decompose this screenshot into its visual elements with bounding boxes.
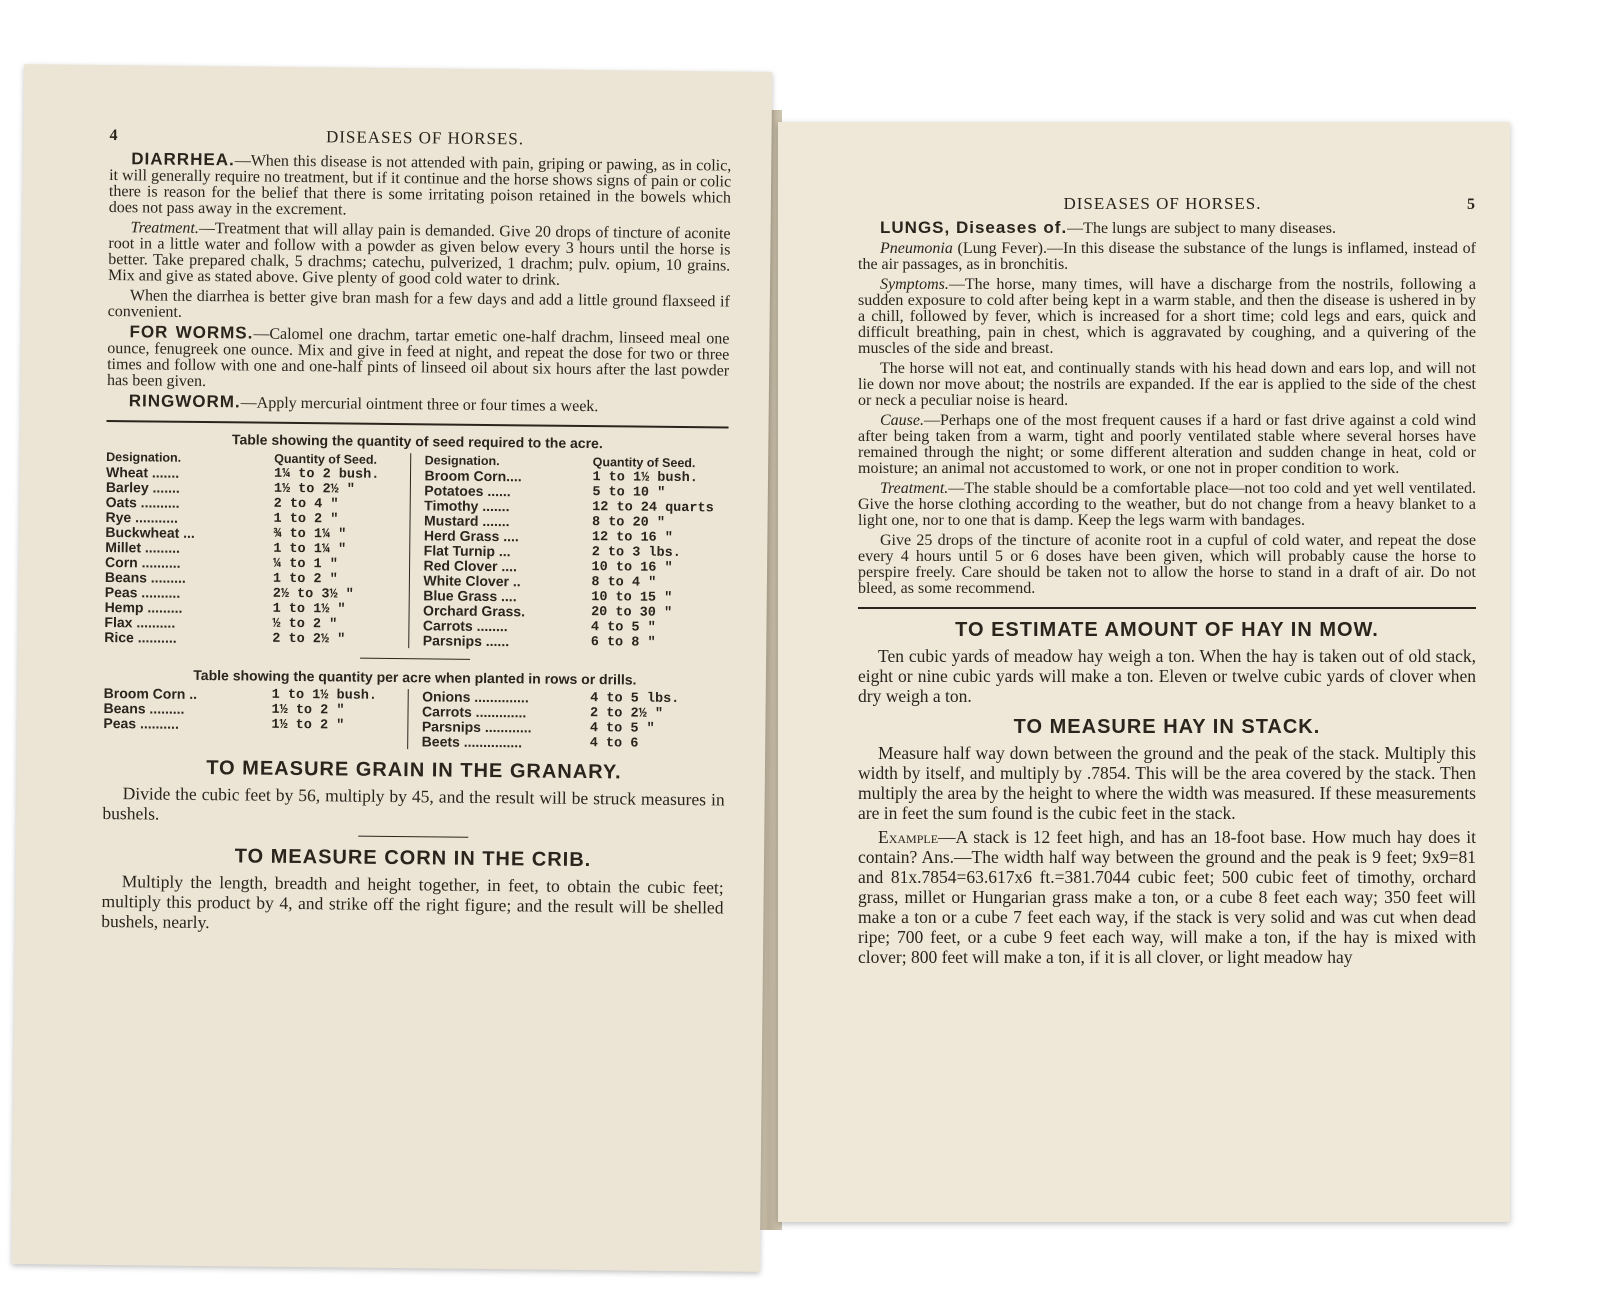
rows-table-caption: Table showing the quantity per acre when planted in rows or drills.: [193, 666, 637, 688]
ringworm-text: —Apply mercurial ointment three or four times a week.: [240, 394, 599, 416]
row-designation: Flax ..........: [104, 613, 176, 631]
row-designation: Potatoes ......: [424, 482, 511, 500]
row-quantity: 1 to 2 ": [272, 571, 338, 588]
row-designation: Peas ..........: [103, 714, 179, 732]
hay-mow-text: Ten cubic yards of meadow hay weigh a ton. When the hay is taken out of old stack, eight or nine cubic yards will make a ton. Eleven or twelve cubic yards of clover when dry weigh a ton.: [858, 646, 1476, 706]
left-page: [12, 64, 773, 1272]
lungs-section: [858, 220, 1476, 597]
table-row: [104, 630, 402, 648]
row-designation: Blue Grass ....: [423, 587, 517, 605]
row-designation: Rye ...........: [105, 508, 179, 526]
row-quantity: 2 to 2½ ": [589, 706, 664, 722]
diarrhea-heading: DIARRHEA.: [131, 149, 235, 170]
row-designation: Buckwheat ...: [105, 523, 195, 541]
row-designation: Wheat .......: [105, 463, 180, 481]
rows-table: [103, 686, 726, 753]
row-designation: Beans .........: [104, 568, 186, 586]
row-designation: Broom Corn....: [424, 467, 522, 485]
row-quantity: 1 to 1½ bush.: [592, 470, 698, 487]
running-title: DISEASES OF HORSES.: [325, 127, 525, 149]
row-quantity: ¼ to 1 ": [273, 556, 338, 573]
rows-table-right-column: [407, 689, 726, 752]
grain-section: [102, 756, 725, 830]
pneumonia-text: (Lung Fever).—In this disease the substance of the lungs is inflamed, instead of the air passages, as in bronchitis.: [858, 240, 1476, 273]
corn-text: Multiply the length, breadth and height together, in feet, to obtain the cubic feet; multiply this product by 4, and strike off the right figure; and the result will be shelled bushels, nearly.: [101, 871, 724, 933]
short-divider: [358, 836, 468, 838]
row-designation: Carrots .............: [421, 703, 527, 721]
row-quantity: 20 to 30 ": [591, 605, 673, 621]
page-number: 5: [1467, 196, 1476, 213]
treatment-label: Treatment.: [880, 480, 949, 497]
row-quantity: 8 to 20 ": [591, 515, 666, 531]
pneumonia-label: Pneumonia: [880, 240, 953, 257]
row-designation: Mustard .......: [423, 512, 510, 530]
table-row: [423, 633, 721, 651]
diarrhea-after-text: When the diarrhea is better give bran mash for a few days and add a little ground flaxseed if convenient.: [107, 287, 730, 321]
row-designation: Millet .........: [105, 538, 181, 556]
row-designation: Barley .......: [105, 478, 180, 496]
table-row: [422, 734, 720, 752]
short-divider: [360, 658, 470, 660]
row-designation: Carrots ........: [422, 617, 508, 635]
row-quantity: 4 to 6: [589, 736, 639, 752]
row-quantity: 4 to 5 ": [590, 620, 656, 636]
symptoms-text: —The horse, many times, will have a discharge from the nostrils, following a sudden exposure to cold after being kept in a warm stable, and then the disease is ushered in by a chill, followed by fever, which is increased for a short time; cold legs and ears, quick and difficult breathing, pain in chest, which is aggravated by coughing, and a quivering of the muscles of the side and breast.: [858, 276, 1476, 357]
treatment-text: —The stable should be a comfortable place—not too cold and yet well ventilated. Give the horse clothing according to the weather, but do not change from a heavy blanket to a light one, nor to one that is damp. Keep the legs warm with bandages.: [858, 480, 1476, 529]
row-quantity: 4 to 5 ": [589, 721, 655, 737]
row-designation: Herd Grass ....: [423, 527, 519, 545]
row-designation: Parsnips ............: [421, 718, 532, 736]
lungs-text: —The lungs are subject to many diseases.: [1067, 220, 1336, 237]
page-header: [858, 194, 1476, 214]
seed-table-right-column: [408, 453, 729, 651]
row-quantity: 1½ to 2½ ": [273, 481, 355, 498]
row-designation: Red Clover ....: [423, 557, 518, 575]
row-quantity: 8 to 4 ": [591, 575, 657, 591]
row-quantity: 10 to 15 ": [591, 590, 673, 606]
hay-stack-text: Measure half way down between the ground and the peak of the stack. Multiply this width by itself, and multiply by .7854. This will be the area covered by the stack. Then multiply the area by the height to where the width was measured. If these measurements are in feet the sum found is the cubic feet in the stack.: [858, 743, 1476, 823]
row-quantity: 10 to 16 ": [591, 560, 673, 576]
row-quantity: 2½ to 3½ ": [272, 586, 354, 603]
row-quantity: 2 to 4 ": [273, 496, 339, 513]
ringworm-heading: RINGWORM.: [128, 391, 241, 412]
row-designation: Timothy .......: [424, 497, 510, 515]
divider: [858, 607, 1476, 609]
right-page: [778, 122, 1510, 1222]
row-designation: Orchard Grass.: [423, 602, 526, 620]
row-quantity: 1¼ to 2 bush.: [273, 466, 380, 483]
eat-text: The horse will not eat, and continually stands with his head down and ears lop, and will not lie down nor move about; the nostrils are expanded. If the ear is applied to the side of the chest or neck a peculiar noise is heard.: [858, 360, 1476, 409]
row-quantity: 12 to 16 ": [591, 530, 673, 546]
row-quantity: 12 to 24 quarts: [592, 500, 714, 517]
row-designation: Broom Corn ..: [103, 684, 198, 702]
rows-table-left-column: [103, 686, 407, 749]
row-designation: Peas ..........: [104, 583, 181, 601]
grain-heading: TO MEASURE GRAIN IN THE GRANARY.: [206, 757, 622, 784]
cause-label: Cause.: [880, 412, 924, 429]
hay-mow-section: [858, 619, 1476, 967]
example-text: —A stack is 12 feet high, and has an 18-foot base. How much hay does it contain? Ans.—The width half way between the ground and the peak is 9 feet; 9x9=81 and 81x.7854=63.617x6 ft.=381.7044 cubic feet; 500 cubic feet of timothy, orchard grass, millet or Hungarian grass make a ton, or a cube 8 feet each way; 350 feet will make a ton or a cube 7 feet each way, if the stack is very solid and was cut when dead ripe; 700 feet, or a cube 9 feet each way, will make a ton, if the hay is mixed with clover; 800 feet will make a ton, if it is all clover, or light meadow hay: [858, 827, 1476, 967]
row-quantity: 5 to 10 ": [592, 485, 666, 501]
column-header-designation: Designation.: [424, 453, 500, 469]
dose-text: Give 25 drops of the tincture of aconite root in a cupful of cold water, and repeat the dose every 4 hours until 5 or 6 doses have been given, which will probably cause the horse to perspire freely. Care should be taken not to allow the horse to stand in a draft of air. Do not bleed, as some recommend.: [858, 532, 1476, 597]
row-quantity: ½ to 2 ": [272, 616, 338, 633]
row-quantity: ¾ to 1¼ ": [273, 526, 347, 543]
row-designation: Beans .........: [103, 699, 185, 717]
row-quantity: 1½ to 2 ": [271, 702, 345, 719]
row-designation: White Clover ..: [423, 572, 521, 590]
running-title: DISEASES OF HORSES.: [1063, 194, 1262, 213]
row-designation: Flat Turnip ...: [423, 542, 511, 560]
row-designation: Oats ..........: [105, 493, 180, 511]
grain-text: Divide the cubic feet by 56, multiply by 45, and the result will be struck measures in bushels.: [102, 783, 725, 824]
row-designation: Onions ..............: [422, 688, 529, 706]
row-quantity: 2 to 2½ ": [272, 631, 346, 648]
column-header-quantity: Quantity of Seed.: [592, 455, 696, 471]
diarrhea-text: —When this disease is not attended with pain, griping or pawing, as in colic, it will generally require no treatment, but if it continue and the horse shows signs of pain or colic there is reason for the belief that there is some irritating poison retained in the bowels which does not pass away in the excrement.: [108, 152, 732, 219]
row-designation: Rice ..........: [104, 628, 177, 646]
lungs-heading: LUNGS, Diseases of.: [880, 218, 1068, 237]
divider: [107, 420, 729, 429]
cause-text: —Perhaps one of the most frequent causes if a hard or fast drive against a cold wind after being taken from a warm, tight and poorly ventilated stable where several horses have remained through the night; or some different alteration and sudden change in heat, cold or moisture; an animal not accustomed to work, or one not in proper condition to work.: [858, 412, 1476, 477]
seed-table: [104, 450, 728, 652]
row-quantity: 1 to 2 ": [273, 511, 339, 528]
worms-heading: FOR WORMS.: [129, 322, 254, 343]
row-designation: Hemp .........: [104, 598, 183, 616]
row-quantity: 4 to 5 lbs.: [590, 691, 680, 708]
column-header-quantity: Quantity of Seed.: [274, 451, 378, 467]
page-number: 4: [109, 127, 119, 145]
row-quantity: 1 to 1½ ": [272, 601, 346, 618]
row-quantity: 1½ to 2 ": [271, 717, 345, 734]
row-designation: Beets ...............: [421, 733, 523, 751]
page-header: [109, 125, 731, 152]
row-designation: Parsnips ......: [422, 632, 510, 650]
table-row: [103, 716, 401, 734]
seed-table-left-column: [104, 450, 410, 648]
column-header-designation: Designation.: [106, 449, 182, 465]
worms-text: —Calomel one drachm, tartar emetic one-half drachm, linseed meal one ounce, fenugreek one ounce. Mix and give in feed at night, and repeat the dose for two or three times and follow with one and one-half pints of linseed oil about six hours after the last powder has been given.: [106, 325, 730, 391]
diarrhea-treatment-label: Treatment.: [130, 219, 199, 237]
row-quantity: 2 to 3 lbs.: [591, 545, 681, 562]
row-quantity: 1 to 1¼ ": [273, 541, 347, 558]
row-quantity: 1 to 1½ bush.: [271, 687, 378, 704]
diarrhea-section: [107, 151, 732, 416]
row-quantity: 6 to 8 ": [590, 635, 656, 651]
example-label: Example: [878, 827, 939, 847]
diarrhea-treatment-text: —Treatment that will allay pain is demanded. Give 20 drops of tincture of aconite root in a little water and follow with a powder as given below every 3 hours until the horse is better. Take prepared chalk, 5 drachms; catechu, pulverized, 1 drachm; pulv. opium, 10 grains. Mix and give as stated above. Give plenty of good cold water to drink.: [108, 219, 731, 289]
hay-stack-heading: TO MEASURE HAY IN STACK.: [1013, 716, 1321, 738]
corn-heading: TO MEASURE CORN IN THE CRIB.: [234, 845, 592, 872]
corn-section: [101, 844, 724, 938]
row-designation: Corn ..........: [105, 553, 181, 571]
seed-table-caption: Table showing the quantity of seed required to the acre.: [231, 431, 603, 452]
symptoms-label: Symptoms.: [880, 276, 949, 293]
hay-mow-heading: TO ESTIMATE AMOUNT OF HAY IN MOW.: [955, 619, 1379, 641]
